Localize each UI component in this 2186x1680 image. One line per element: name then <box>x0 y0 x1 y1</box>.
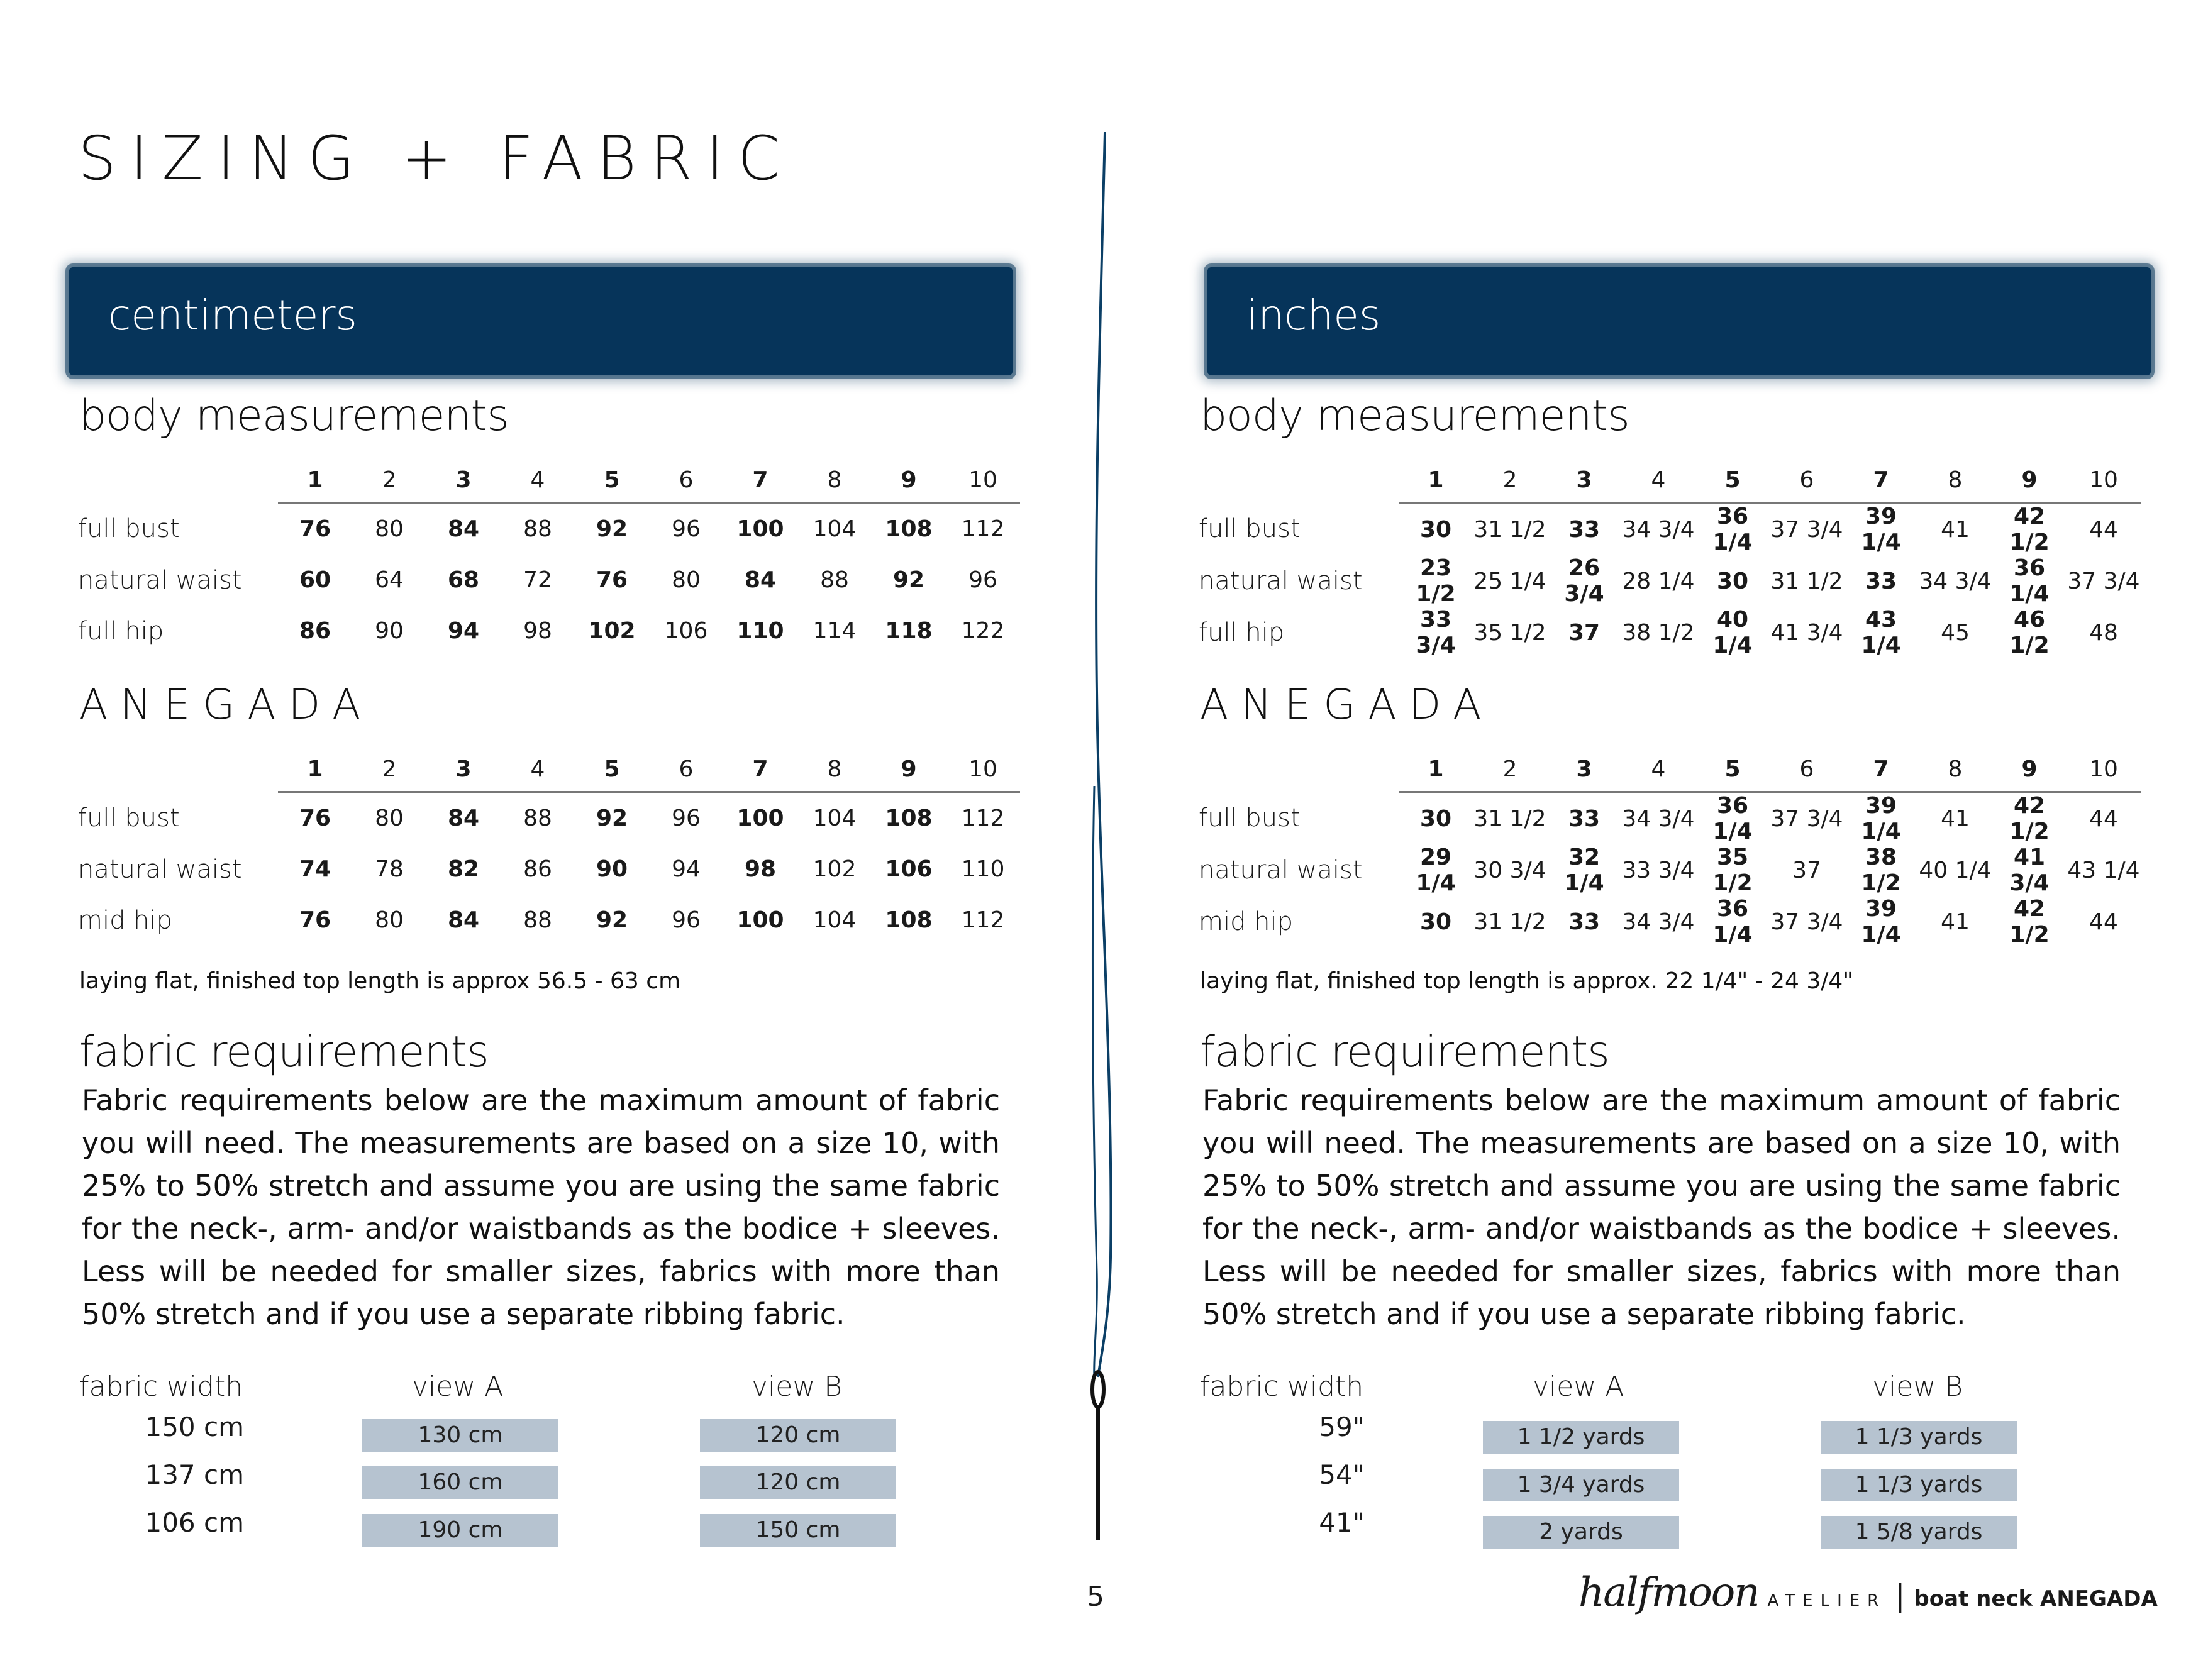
cell: 34 3/4 <box>1919 568 1992 594</box>
cell: 34 3/4 <box>1622 516 1695 543</box>
cell: 30 <box>1419 909 1452 935</box>
size-header: 6 <box>1770 747 1844 792</box>
size-header: 6 <box>649 458 723 503</box>
in-fabric-paragraph: Fabric requirements below are the maximum amount of fabric you will need. The measurements are based on a size 10, with 25% to 50% stretch and assume you are using the same fabric for the neck-, arm- and/or waistbands as the bodice + sleeves. Less will be needed for smaller sizes, fabrics with more than 50% stretch and if you use a separate ribbing fabric. <box>1202 1083 2121 1331</box>
cell: 72 <box>523 567 552 593</box>
cell: 92 <box>596 516 628 542</box>
size-header-row <box>1199 458 2141 503</box>
size-header: 6 <box>649 747 723 792</box>
view-a-amount: 1 1/2 yards <box>1483 1421 1679 1454</box>
cell: 48 <box>2089 619 2118 646</box>
cell: 40 1/4 <box>1919 857 1992 883</box>
view-b-amount: 120 cm <box>700 1466 896 1499</box>
size-header: 7 <box>723 458 797 503</box>
cell: 82 <box>447 856 480 882</box>
view-a-amount: 1 3/4 yards <box>1483 1469 1679 1501</box>
size-header: 1 <box>1399 747 1473 792</box>
cell: 37 3/4 <box>1770 805 1843 832</box>
cm-fabric-paragraph: Fabric requirements below are the maximum amount of fabric you will need. The measurements are based on a size 10, with 25% to 50% stretch and assume you are using the same fabric for the neck-, arm- and/or waistbands as the bodice + sleeves. Less will be needed for smaller sizes, fabrics with more than 50% stretch and if you use a separate ribbing fabric. <box>82 1083 1000 1331</box>
cell: 30 <box>1716 568 1749 594</box>
cell: 76 <box>299 805 331 831</box>
cell: 46 1/2 <box>2009 607 2050 658</box>
cell: 37 <box>1792 857 1821 883</box>
needle-thread-icon <box>1057 126 1132 1547</box>
cell: 88 <box>820 567 849 593</box>
cell: 37 3/4 <box>1770 516 1843 543</box>
size-header: 1 <box>278 458 352 503</box>
row-label: natural waist <box>78 854 242 884</box>
cell: 80 <box>375 907 404 933</box>
cell: 36 1/4 <box>1712 504 1753 555</box>
cell: 92 <box>892 567 925 593</box>
cell: 112 <box>961 805 1005 831</box>
fabric-width-value: 150 cm <box>145 1412 244 1442</box>
cm-length-note: laying flat, finished top length is approx 56.5 - 63 cm <box>79 968 681 994</box>
table-row <box>1199 792 2141 845</box>
fabric-width-value: 106 cm <box>145 1507 244 1538</box>
cell: 94 <box>447 618 480 644</box>
table-row <box>78 844 1020 895</box>
cell: 106 <box>664 618 708 644</box>
cell: 41 <box>1941 516 1970 543</box>
cell: 68 <box>447 567 480 593</box>
cell: 37 3/4 <box>1770 909 1843 935</box>
cell: 122 <box>961 618 1005 644</box>
cell: 102 <box>813 856 857 882</box>
cell: 31 1/2 <box>1473 516 1546 543</box>
banner-label: inches <box>1246 291 1381 340</box>
cell: 78 <box>375 856 404 882</box>
brand-logo-script: halfmoon <box>1578 1569 1759 1616</box>
cell: 38 1/2 <box>1861 844 1901 896</box>
size-header: 7 <box>1844 458 1918 503</box>
row-label: full bust <box>1199 804 1301 833</box>
row-label: full hip <box>78 616 164 646</box>
cell: 42 1/2 <box>2009 504 2050 555</box>
cell: 76 <box>596 567 628 593</box>
page-number: 5 <box>1087 1581 1104 1613</box>
cell: 45 <box>1941 619 1970 646</box>
cell: 35 1/2 <box>1473 619 1546 646</box>
view-b-amount: 1 1/3 yards <box>1821 1421 2017 1454</box>
cell: 31 1/2 <box>1770 568 1843 594</box>
cell: 44 <box>2089 909 2118 935</box>
size-header: 5 <box>575 747 649 792</box>
cell: 110 <box>961 856 1005 882</box>
size-header: 3 <box>426 458 501 503</box>
cell: 80 <box>375 805 404 831</box>
cell: 39 1/4 <box>1861 793 1901 844</box>
cell: 112 <box>961 907 1005 933</box>
size-header: 2 <box>1473 747 1547 792</box>
footer-brand <box>1578 1569 2158 1616</box>
cell: 31 1/2 <box>1473 909 1546 935</box>
cell: 80 <box>672 567 701 593</box>
page-title: SIZING + FABRIC <box>78 123 794 194</box>
cell: 88 <box>523 805 552 831</box>
cell: 100 <box>736 516 784 542</box>
cell: 37 3/4 <box>2067 568 2140 594</box>
cell: 25 1/4 <box>1473 568 1546 594</box>
size-header: 1 <box>278 747 352 792</box>
cell: 102 <box>588 618 636 644</box>
cell: 90 <box>596 856 628 882</box>
cell: 30 <box>1419 805 1452 832</box>
brand-logo-atelier: ATELIER <box>1767 1591 1887 1610</box>
table-row <box>78 792 1020 844</box>
cell: 39 1/4 <box>1861 896 1901 948</box>
cell: 28 1/4 <box>1622 568 1695 594</box>
cell: 92 <box>596 907 628 933</box>
fabric-width-value: 54" <box>1319 1459 1365 1490</box>
cell: 33 3/4 <box>1416 607 1456 658</box>
row-label: full hip <box>1199 618 1285 647</box>
fabric-width-value: 41" <box>1319 1507 1365 1538</box>
inches-banner <box>1207 267 2151 375</box>
cell: 40 1/4 <box>1712 607 1753 658</box>
size-header-row <box>1199 747 2141 792</box>
cell: 98 <box>744 856 777 882</box>
cell: 33 <box>1568 516 1601 543</box>
cell: 36 1/4 <box>1712 793 1753 844</box>
size-header: 10 <box>946 458 1020 503</box>
cm-garment-heading: ANEGADA <box>79 680 374 729</box>
cell: 42 1/2 <box>2009 896 2050 948</box>
pattern-name: boat neck ANEGADA <box>1914 1586 2158 1611</box>
cm-fabric-heading: fabric requirements <box>79 1027 489 1077</box>
row-label: full bust <box>78 803 180 832</box>
cell: 36 1/4 <box>2009 555 2050 607</box>
size-header: 9 <box>1992 458 2067 503</box>
row-label: natural waist <box>78 565 242 595</box>
cell: 108 <box>885 805 933 831</box>
cell: 104 <box>813 805 857 831</box>
cell: 23 1/2 <box>1416 555 1456 607</box>
cell: 31 1/2 <box>1473 805 1546 832</box>
size-header: 4 <box>1621 747 1695 792</box>
cell: 41 3/4 <box>1770 619 1843 646</box>
cell: 114 <box>813 618 857 644</box>
size-header: 8 <box>797 458 872 503</box>
size-header: 3 <box>426 747 501 792</box>
size-header: 8 <box>1918 458 1992 503</box>
cell: 34 3/4 <box>1622 805 1695 832</box>
cell: 84 <box>447 516 480 542</box>
footer-separator: | <box>1895 1578 1906 1613</box>
banner-label: centimeters <box>108 291 357 340</box>
cell: 118 <box>885 618 933 644</box>
centimeters-banner <box>69 267 1013 375</box>
cell: 84 <box>447 907 480 933</box>
size-header: 2 <box>1473 458 1547 503</box>
cell: 90 <box>375 618 404 644</box>
size-header: 7 <box>723 747 797 792</box>
cell: 34 3/4 <box>1622 909 1695 935</box>
size-header: 8 <box>797 747 872 792</box>
fabric-width-header: fabric width <box>79 1371 243 1403</box>
cell: 106 <box>885 856 933 882</box>
table-row <box>78 503 1020 555</box>
in-garment-measurements-table <box>1199 747 2141 948</box>
cell: 60 <box>299 567 331 593</box>
view-a-amount: 190 cm <box>362 1514 558 1547</box>
table-row <box>78 605 1020 656</box>
cell: 41 3/4 <box>2009 844 2050 896</box>
row-label: mid hip <box>78 905 173 935</box>
cell: 33 <box>1865 568 1897 594</box>
cell: 112 <box>961 516 1005 542</box>
size-header: 6 <box>1770 458 1844 503</box>
cell: 104 <box>813 907 857 933</box>
cell: 80 <box>375 516 404 542</box>
cm-body-measurements-heading: body measurements <box>79 391 509 441</box>
size-header: 3 <box>1547 458 1621 503</box>
view-b-amount: 1 1/3 yards <box>1821 1469 2017 1501</box>
cell: 104 <box>813 516 857 542</box>
row-label: mid hip <box>1199 907 1294 936</box>
view-b-amount: 150 cm <box>700 1514 896 1547</box>
row-label: natural waist <box>1199 856 1363 885</box>
cell: 43 1/4 <box>2067 857 2140 883</box>
cell: 26 3/4 <box>1564 555 1604 607</box>
in-body-measurements-heading: body measurements <box>1200 391 1629 441</box>
size-header: 3 <box>1547 747 1621 792</box>
view-a-amount: 160 cm <box>362 1466 558 1499</box>
cell: 64 <box>375 567 404 593</box>
cell: 84 <box>447 805 480 831</box>
cm-garment-measurements-table <box>78 747 1020 946</box>
in-length-note: laying flat, finished top length is approx. 22 1/4" - 24 3/4" <box>1200 968 1853 994</box>
in-body-measurements-table <box>1199 458 2141 658</box>
size-header: 7 <box>1844 747 1918 792</box>
cell: 33 <box>1568 909 1601 935</box>
fabric-width-value: 137 cm <box>145 1459 244 1490</box>
cell: 39 1/4 <box>1861 504 1901 555</box>
cell: 76 <box>299 516 331 542</box>
table-row <box>1199 555 2141 607</box>
table-row <box>1199 607 2141 658</box>
cell: 96 <box>672 516 701 542</box>
cell: 92 <box>596 805 628 831</box>
cell: 96 <box>968 567 997 593</box>
table-row <box>78 895 1020 946</box>
cell: 88 <box>523 907 552 933</box>
row-label: natural waist <box>1199 566 1363 595</box>
row-label: full bust <box>78 514 180 543</box>
cell: 30 3/4 <box>1473 857 1546 883</box>
cell: 33 <box>1568 805 1601 832</box>
cell: 44 <box>2089 516 2118 543</box>
view-b-amount: 1 5/8 yards <box>1821 1516 2017 1549</box>
cell: 96 <box>672 805 701 831</box>
cell: 76 <box>299 907 331 933</box>
cell: 74 <box>299 856 331 882</box>
view-b-header: view B <box>1872 1371 1963 1403</box>
cell: 108 <box>885 516 933 542</box>
view-b-header: view B <box>752 1371 843 1403</box>
size-header: 5 <box>1695 458 1770 503</box>
size-header: 10 <box>946 747 1020 792</box>
cell: 41 <box>1941 805 1970 832</box>
cell: 41 <box>1941 909 1970 935</box>
in-garment-heading: ANEGADA <box>1200 680 1494 729</box>
cell: 29 1/4 <box>1416 844 1456 896</box>
cell: 30 <box>1419 516 1452 543</box>
cell: 86 <box>299 618 331 644</box>
size-header: 1 <box>1399 458 1473 503</box>
view-a-amount: 2 yards <box>1483 1516 1679 1549</box>
size-header: 5 <box>1695 747 1770 792</box>
row-label: full bust <box>1199 514 1301 544</box>
cell: 88 <box>523 516 552 542</box>
size-header: 10 <box>2067 458 2141 503</box>
cell: 43 1/4 <box>1861 607 1901 658</box>
fabric-width-value: 59" <box>1319 1412 1365 1442</box>
cell: 44 <box>2089 805 2118 832</box>
cell: 98 <box>523 618 552 644</box>
view-a-amount: 130 cm <box>362 1419 558 1452</box>
size-header: 4 <box>501 747 575 792</box>
cell: 36 1/4 <box>1712 896 1753 948</box>
table-row <box>1199 844 2141 896</box>
table-row <box>1199 503 2141 556</box>
cell: 100 <box>736 907 784 933</box>
size-header: 2 <box>352 458 426 503</box>
cell: 100 <box>736 805 784 831</box>
cell: 38 1/2 <box>1622 619 1695 646</box>
size-header-row <box>78 458 1020 503</box>
size-header: 5 <box>575 458 649 503</box>
table-row <box>1199 896 2141 948</box>
size-header: 8 <box>1918 747 1992 792</box>
size-header: 4 <box>1621 458 1695 503</box>
cell: 32 1/4 <box>1564 844 1604 896</box>
fabric-width-header: fabric width <box>1200 1371 1364 1403</box>
cm-body-measurements-table <box>78 458 1020 656</box>
size-header-row <box>78 747 1020 792</box>
size-header: 9 <box>872 747 946 792</box>
cell: 96 <box>672 907 701 933</box>
cell: 94 <box>672 856 701 882</box>
view-a-header: view A <box>1533 1371 1624 1403</box>
cell: 42 1/2 <box>2009 793 2050 844</box>
size-header: 9 <box>1992 747 2067 792</box>
cell: 84 <box>744 567 777 593</box>
table-row <box>78 555 1020 605</box>
cell: 86 <box>523 856 552 882</box>
cell: 37 <box>1568 619 1601 646</box>
cell: 108 <box>885 907 933 933</box>
size-header: 2 <box>352 747 426 792</box>
in-fabric-heading: fabric requirements <box>1200 1027 1609 1077</box>
cell: 35 1/2 <box>1712 844 1753 896</box>
size-header: 10 <box>2067 747 2141 792</box>
cell: 33 3/4 <box>1622 857 1695 883</box>
size-header: 4 <box>501 458 575 503</box>
size-header: 9 <box>872 458 946 503</box>
view-b-amount: 120 cm <box>700 1419 896 1452</box>
cell: 110 <box>736 618 784 644</box>
view-a-header: view A <box>412 1371 504 1403</box>
